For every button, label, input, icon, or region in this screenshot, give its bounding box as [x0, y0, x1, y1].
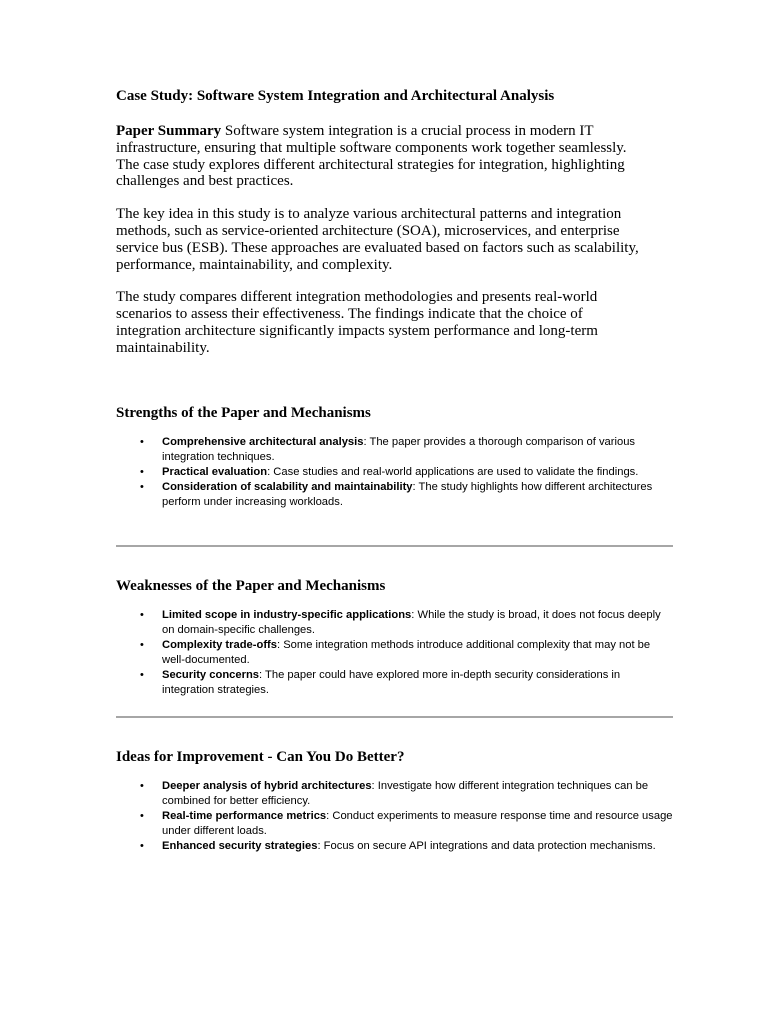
strengths-section: [116, 403, 673, 510]
list-item: [116, 435, 673, 465]
bullet-icon: •: [140, 810, 144, 822]
list-item: [116, 668, 673, 698]
section-divider: [116, 716, 673, 718]
item-term: Limited scope in industry-specific applications: [162, 609, 412, 621]
item-text: : Investigate how different integration techniques can be combined for better efficiency.: [162, 780, 649, 807]
weaknesses-list: [116, 608, 673, 698]
summary-label: Paper Summary: [116, 123, 222, 139]
weaknesses-heading: Weaknesses of the Paper and Mechanisms: [116, 578, 386, 594]
item-text: : Some integration methods introduce additional complexity that may not be well-documented.: [162, 639, 651, 666]
item-term: Enhanced security strategies: [162, 840, 318, 852]
bullet-icon: •: [140, 481, 144, 493]
item-term: Real-time performance metrics: [162, 810, 327, 822]
findings-paragraph: The study compares different integration methodologies and presents real-world scenarios to assess their effectiveness. The findings indicate that the choice of integration architecture significantly impacts system performance and long-term maintainability.: [116, 289, 598, 356]
divider-2-wrap: [116, 716, 673, 718]
item-term: Complexity trade-offs: [162, 639, 277, 651]
document-page: [116, 86, 673, 852]
bullet-icon: •: [140, 436, 144, 448]
item-term: Deeper analysis of hybrid architectures: [162, 780, 372, 792]
section-divider: [116, 545, 673, 547]
list-item: [116, 465, 673, 480]
item-text: : Conduct experiments to measure response time and resource usage under different loads.: [162, 810, 673, 837]
summary-paragraph: [116, 123, 651, 190]
item-text: : Case studies and real-world applications are used to validate the findings.: [267, 466, 639, 478]
summary-text: Software system integration is a crucial process in modern IT infrastructure, ensuring that multiple software components work together seamlessly. The case study explores different architectural strategies for integration, highlighting challenges and best practices.: [116, 123, 627, 190]
item-text: : Focus on secure API integrations and data protection mechanisms.: [317, 840, 656, 852]
bullet-icon: •: [140, 639, 144, 651]
strengths-list: [116, 435, 673, 510]
item-text: : The paper provides a thorough comparison of various integration techniques.: [162, 436, 636, 463]
divider-1-wrap: [116, 545, 673, 547]
list-item: [116, 608, 673, 638]
improvements-section: [116, 747, 673, 854]
list-item: [116, 638, 673, 668]
item-term: Comprehensive architectural analysis: [162, 436, 364, 448]
key-idea-paragraph: The key idea in this study is to analyze various architectural patterns and integration methods, such as service-oriented architecture (SOA), microservices, and enterprise service bus (ESB). These approaches are evaluated based on factors such as scalability, performance, maintainability, and complexity.: [116, 206, 639, 273]
item-term: Consideration of scalability and maintainability: [162, 481, 413, 493]
improvements-list: [116, 779, 673, 854]
bullet-icon: •: [140, 840, 144, 852]
item-text: : The study highlights how different architectures perform under increasing workloads.: [162, 481, 653, 508]
list-item: [116, 839, 673, 854]
bullet-icon: •: [140, 609, 144, 621]
strengths-heading: Strengths of the Paper and Mechanisms: [116, 405, 371, 421]
list-item: [116, 779, 673, 809]
item-term: Practical evaluation: [162, 466, 268, 478]
bullet-icon: •: [140, 466, 144, 478]
list-item: [116, 809, 673, 839]
item-text: : The paper could have explored more in-depth security considerations in integration strategies.: [162, 669, 621, 696]
document-title: Case Study: Software System Integration and Architectural Analysis: [116, 88, 555, 104]
improvements-heading: Ideas for Improvement - Can You Do Better?: [116, 749, 405, 765]
item-term: Security concerns: [162, 669, 260, 681]
bullet-icon: •: [140, 780, 144, 792]
list-item: [116, 480, 673, 510]
weaknesses-section: [116, 576, 673, 698]
bullet-icon: •: [140, 669, 144, 681]
item-text: : While the study is broad, it does not focus deeply on domain-specific challenges.: [162, 609, 661, 636]
